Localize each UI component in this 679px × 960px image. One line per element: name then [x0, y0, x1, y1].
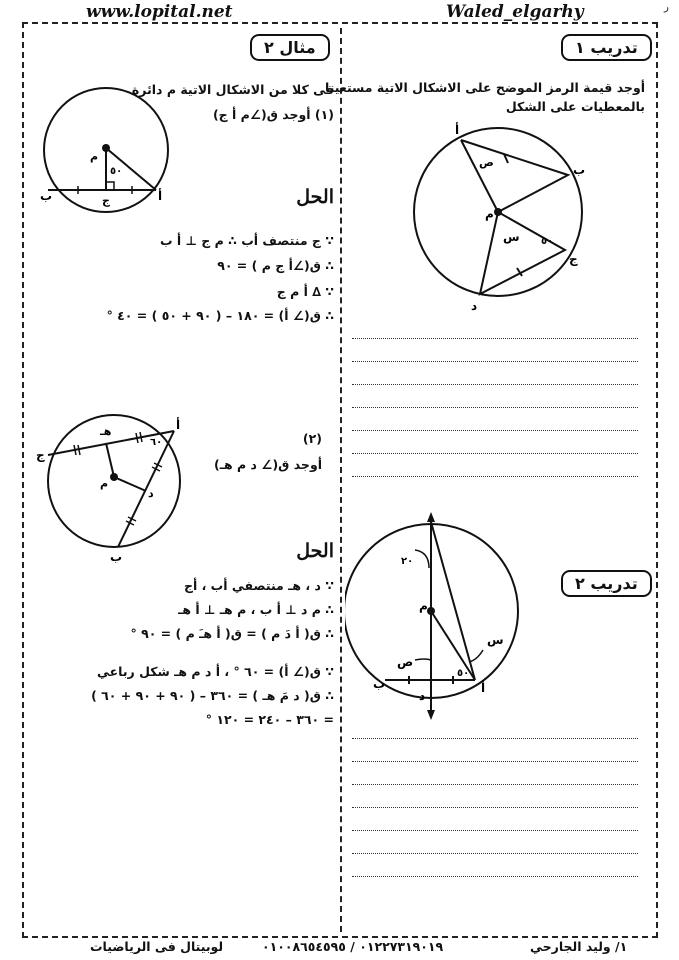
point-a-label: أ: [481, 681, 486, 695]
answer-lines-1: [352, 330, 638, 477]
point-h-label: هـ: [100, 425, 112, 438]
part1-prompt: (١) أوجد ق(∠م أ ج): [212, 107, 334, 122]
point-j-label: ج: [102, 194, 110, 207]
site-url: www.lopital.net: [86, 2, 233, 22]
point-d-label: د: [419, 689, 426, 703]
footer-brand: لوبيتال فى الرياضيات: [90, 939, 224, 954]
triangle-lower: [480, 212, 565, 294]
center-dot: [102, 144, 110, 152]
part2-prompt: أوجد ق(∠ د م هـ): [213, 457, 322, 472]
angle-label: ٥٠: [457, 668, 470, 679]
point-j-label: ج: [569, 252, 578, 266]
example-badge: مثال ٢: [250, 34, 330, 61]
center-dot: [494, 208, 502, 216]
example-intro: فى كلا من الاشكال الاتية م دائرة: [131, 82, 334, 97]
center-dot: [427, 607, 435, 615]
solution1-line1: ∵ ج منتصف أب ∴ م ج ⊥ أ ب: [159, 233, 334, 248]
triangle-upper: [461, 140, 568, 212]
answer-lines-2: [352, 730, 638, 877]
part1-figure: [40, 82, 180, 218]
exercise2-figure: [345, 510, 535, 722]
center-label: م: [485, 207, 494, 221]
point-a-label: أ: [176, 418, 181, 432]
solution1-line2: ∴ ق(∠أ ج م ) = ٩٠: [217, 258, 334, 273]
point-d-label: د: [471, 299, 478, 313]
footer-phones: ٠١٢٢٧٣١٩٠١٩ / ٠١٠٠٨٦٥٤٥٩٥: [262, 939, 444, 954]
solution2-line4: ∵ ق(∠ أ) = ٦٠ ° ، أ د م هـ شكل رباعي: [96, 664, 334, 679]
point-d-label: د: [148, 487, 154, 500]
solution2-heading: الحل: [296, 540, 334, 562]
center-label: م: [90, 150, 99, 163]
center-label: م: [100, 477, 109, 490]
angle-label: ٥٠: [110, 166, 123, 177]
part2-figure: [34, 405, 184, 563]
angle-label: ٦٠: [150, 437, 163, 448]
solution2-line5: ∴ ق( د مَ هـ ) = ٣٦٠ – ( ٩٠ + ٩٠ + ٦٠ ): [91, 688, 334, 703]
corner-mark: ﺭ: [664, 2, 669, 13]
exercise1-badge: تدريب ١: [561, 34, 652, 61]
symbol-sad-label: ص: [479, 156, 494, 169]
point-b-label: ب: [40, 189, 53, 203]
symbol-s-label: س: [503, 230, 520, 244]
solution2-line2: ∴ م د ⊥ أ ب ، م هـ ⊥ أ هـ: [178, 602, 334, 617]
footer-author: ١/ وليد الجارحي: [530, 939, 628, 954]
solution1-line3: ∵ ∆ أ م ج: [276, 284, 334, 299]
angle-label: ٥٠: [541, 236, 554, 247]
solution1-line4: ∴ ق(∠ أ) = ١٨٠ – ( ٩٠ + ٥٠ ) = ٤٠ °: [106, 308, 334, 323]
exercise1-figure: [405, 118, 605, 318]
point-b-label: ب: [373, 677, 386, 691]
exercise1-prompt-line1: أوجد قيمة الرمز الموضح على الاشكال الاتية مستعينا: [324, 80, 645, 95]
exercise1-prompt-line2: بالمعطيات على الشكل: [505, 99, 645, 114]
column-divider: [340, 28, 342, 932]
point-a-label: أ: [455, 123, 460, 137]
symbol-sad-label: ص: [397, 655, 414, 669]
point-b-label: ب: [110, 550, 123, 563]
author-name: Waled_elgarhy: [446, 2, 584, 22]
exercise2-badge: تدريب ٢: [561, 570, 652, 597]
angle-top-label: ٢٠: [401, 556, 414, 567]
solution1-heading: الحل: [296, 186, 334, 208]
symbol-s-label: س: [487, 633, 504, 647]
solution2-line3: ∴ ق( أ دَ م ) = ق( أ هـَ م ) = ٩٠ °: [130, 626, 334, 641]
part2-number: (٢): [302, 431, 322, 446]
point-b-label: ب: [573, 163, 586, 177]
center-dot: [110, 473, 118, 481]
center-label: م: [419, 599, 428, 613]
solution2-line6: = ٣٦٠ – ٢٤٠ = ١٢٠ °: [205, 712, 334, 727]
point-j-label: ج: [36, 448, 45, 462]
solution2-line1: ∵ د ، هـ منتصفي أب ، أج: [183, 578, 334, 593]
point-a-label: أ: [158, 189, 163, 203]
